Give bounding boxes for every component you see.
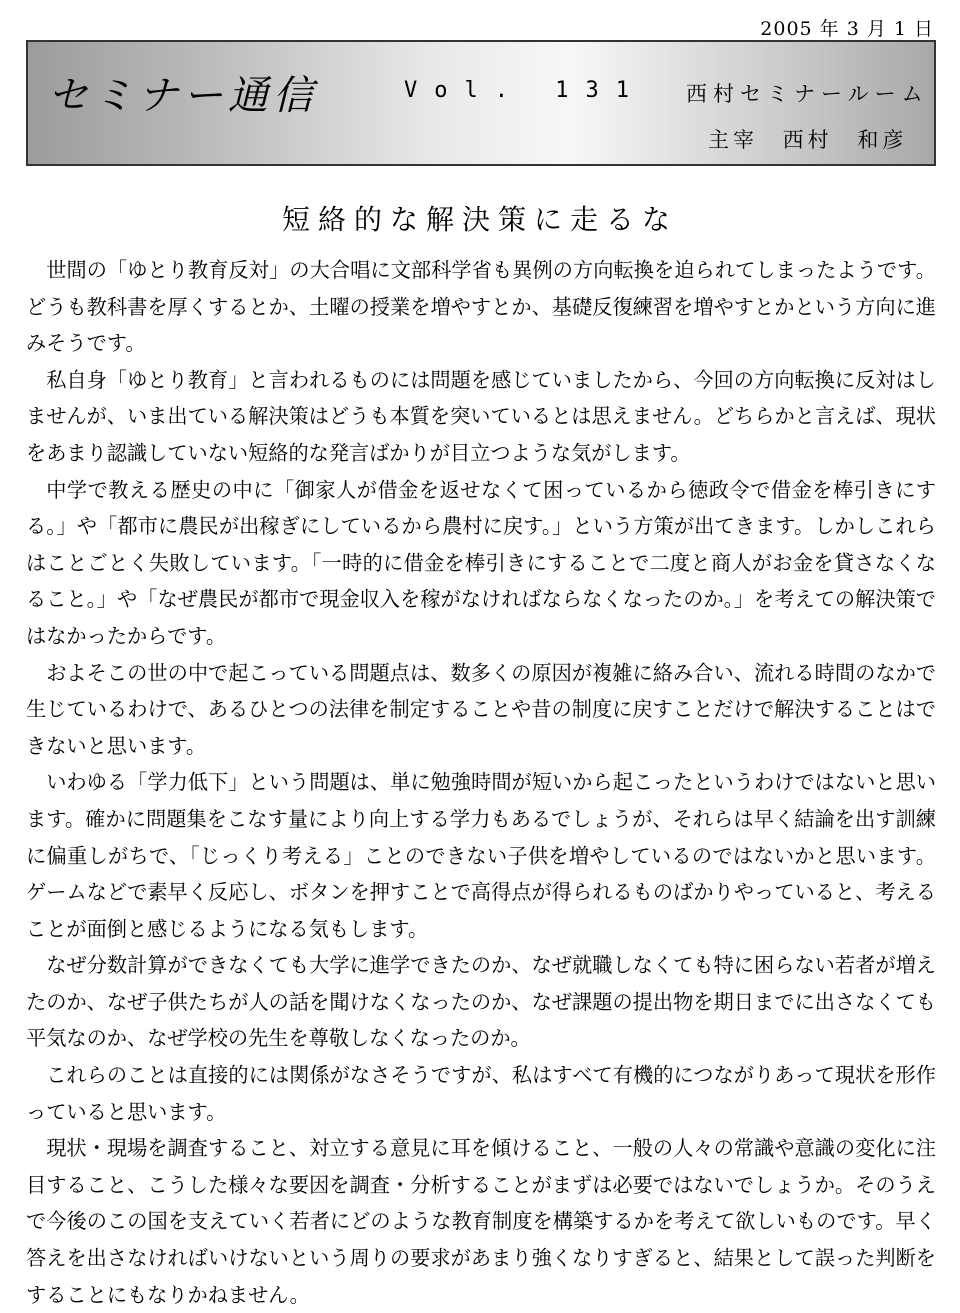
organization-name: 西村セミナールーム xyxy=(686,82,929,106)
issue-date: 2005 年 3 月 1 日 xyxy=(760,18,934,40)
paragraph: これらのことは直接的には関係がなさそうですが、私はすべて有機的につながりあって現状を形作っていると思います。 xyxy=(26,1063,936,1124)
newsletter-header xyxy=(26,40,936,166)
paragraph: およそこの世の中で起こっている問題点は、数多くの原因が複雑に絡み合い、流れる時間のなかで生じているわけで、あるひとつの法律を制定することや昔の制度に戻すことだけで解決することはできないと思います。 xyxy=(26,660,936,758)
article-body xyxy=(26,252,936,1313)
paragraph: 中学で教える歴史の中に「御家人が借金を返せなくて困っているから徳政令で借金を棒引きにする。」や「都市に農民が出稼ぎにしているから農村に戻す。」という方策が出てきます。しかしこれらはことごとく失敗しています。「一時的に借金を棒引きにすることで二度と商人がお金を貸さなくなること。」や「なぜ農民が都市で現金収入を稼がなければならなくなったのか。」を考えての解決策ではなかったからです。 xyxy=(26,477,936,648)
paragraph: 世間の「ゆとり教育反対」の大合唱に文部科学省も異例の方向転換を迫られてしまったようです。どうも教科書を厚くするとか、土曜の授業を増やすとか、基礎反復練習を増やすとかという方向に進みそうです。 xyxy=(26,258,936,356)
article-title: 短絡的な解決策に走るな xyxy=(281,203,678,236)
paragraph: 現状・現場を調査すること、対立する意見に耳を傾けること、一般の人々の常識や意識の変化に注目すること、こうした様々な要因を調査・分析することがまずは必要ではないでしょうか。そのうえで今後のこの国を支えていく若者にどのような教育制度を構築するかを考えて欲しいものです。早く答えを出さなければいけないという周りの要求があまり強くなりすぎると、結果として誤った判断をすることにもなりかねません。 xyxy=(26,1136,936,1307)
paragraph: いわゆる「学力低下」という問題は、単に勉強時間が短いから起こったというわけではないと思います。確かに問題集をこなす量により向上する学力もあるでしょうが、それらは早く結論を出す訓練に偏重しがちで、「じっくり考える」ことのできない子供を増やしているのではないかと思います。ゲームなどで素早く反応し、ボタンを押すことで高得点が得られるものばかりやっていると、考えることが面倒と感じるようになる気もします。 xyxy=(26,770,936,941)
editor-name: 主宰 西村 和彦 xyxy=(708,128,908,152)
paragraph: 私自身「ゆとり教育」と言われるものには問題を感じていましたから、今回の方向転換に反対はしませんが、いま出ている解決策はどうも本質を突いているとは思えません。どちらかと言えば、現状をあまり認識していない短絡的な発言ばかりが目立つような気がします。 xyxy=(26,367,936,465)
publication-title: セミナー通信 xyxy=(48,73,318,119)
paragraph: なぜ分数計算ができなくても大学に進学できたのか、なぜ就職しなくても特に困らない若者が増えたのか、なぜ子供たちが人の話を聞けなくなったのか、なぜ課題の提出物を期日までに出さなくても平気なのか、なぜ学校の先生を尊敬しなくなったのか。 xyxy=(26,953,936,1051)
volume-number: Vol. 131 xyxy=(404,78,646,103)
